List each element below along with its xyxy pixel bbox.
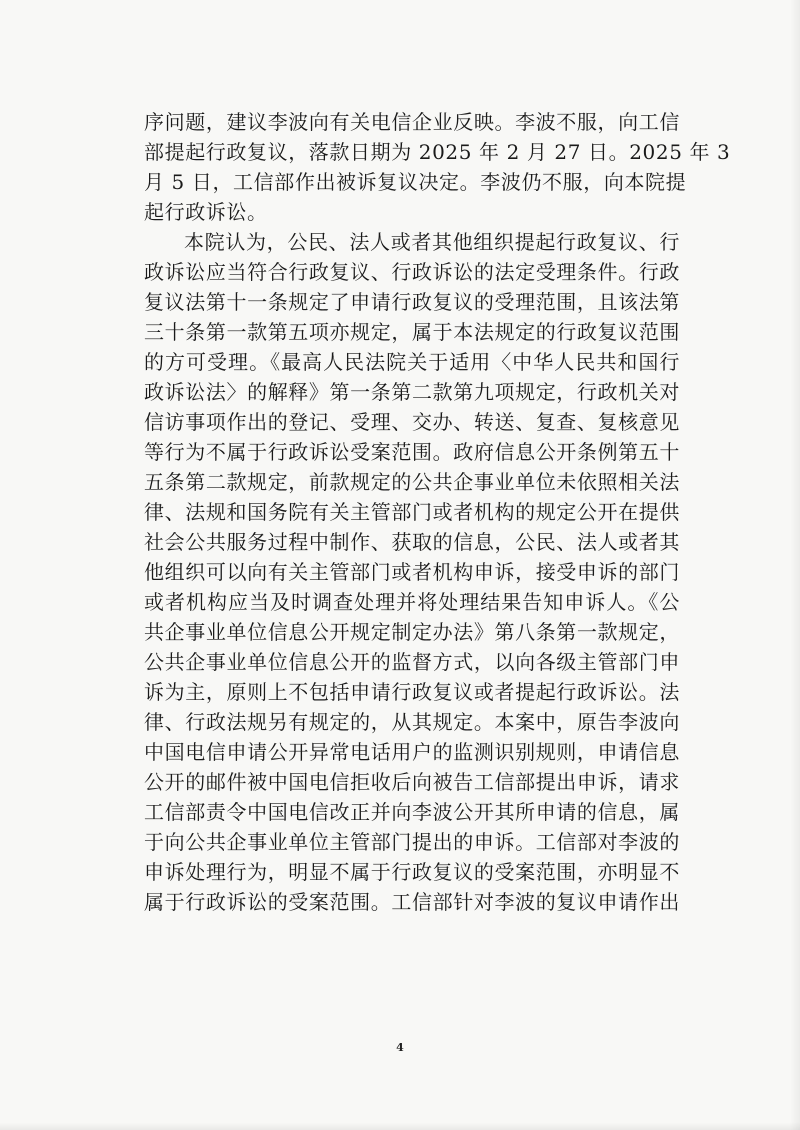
text-line: 工信部责令中国电信改正并向李波公开其所申请的信息，属 [144,800,680,824]
paragraph [144,227,680,917]
text-line: 等行为不属于行政诉讼受案范围。政府信息公开条例第五十 [144,440,680,464]
text-line: 起行政诉讼。 [144,200,268,224]
text-line: 于向公共企事业单位主管部门提出的申诉。工信部对李波的 [144,830,680,854]
text-line: 的方可受理。《最高人民法院关于适用〈中华人民共和国行 [144,350,680,374]
text-line: 月 5 日，工信部作出被诉复议决定。李波仍不服，向本院提 [144,170,687,194]
text-line: 律、法规和国务院有关主管部门或者机构的规定公开在提供 [144,500,680,524]
page-number: 4 [396,1041,404,1054]
text-line: 政诉讼应当符合行政复议、行政诉讼的法定受理条件。行政 [144,260,680,284]
text-line: 公共企事业单位信息公开的监督方式，以向各级主管部门申 [144,650,680,674]
text-line: 他组织可以向有关主管部门或者机构申诉，接受申诉的部门 [144,560,680,584]
text-line: 公开的邮件被中国电信拒收后向被告工信部提出申诉，请求 [144,770,680,794]
text-line: 复议法第十一条规定了申请行政复议的受理范围，且该法第 [144,290,680,314]
text-line: 律、行政法规另有规定的，从其规定。本案中，原告李波向 [144,710,680,734]
text-line: 信访事项作出的登记、受理、交办、转送、复查、复核意见 [144,410,680,434]
text-line: 诉为主，原则上不包括申请行政复议或者提起行政诉讼。法 [144,680,680,704]
text-line: 申诉处理行为，明显不属于行政复议的受案范围，亦明显不 [144,860,680,884]
text-line: 属于行政诉讼的受案范围。工信部针对李波的复议申请作出 [144,890,680,914]
text-line: 中国电信申请公开异常电话用户的监测识别规则，申请信息 [144,740,680,764]
body-text [144,107,731,917]
text-line: 序问题，建议李波向有关电信企业反映。李波不服，向工信 [144,110,680,134]
text-line: 本院认为，公民、法人或者其他组织提起行政复议、行 [184,230,680,254]
paragraph [144,107,731,227]
text-line: 三十条第一款第五项亦规定，属于本法规定的行政复议范围 [144,320,680,344]
text-line: 政诉讼法〉的解释》第一条第二款第九项规定，行政机关对 [144,380,680,404]
text-line: 五条第二款规定，前款规定的公共企事业单位未依照相关法 [144,470,680,494]
text-line: 部提起行政复议，落款日期为 2025 年 2 月 27 日。2025 年 3 [144,140,731,164]
text-line: 共企事业单位信息公开规定制定办法》第八条第一款规定， [144,620,680,644]
text-line: 或者机构应当及时调查处理并将处理结果告知申诉人。《公 [144,590,680,614]
text-line: 社会公共服务过程中制作、获取的信息，公民、法人或者其 [144,530,680,554]
